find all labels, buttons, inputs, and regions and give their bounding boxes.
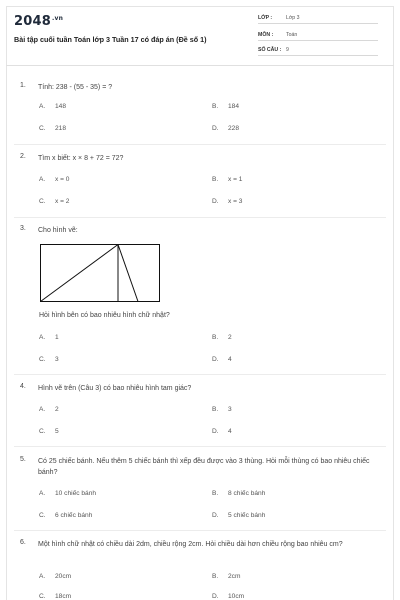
- option-text: 3: [228, 406, 232, 413]
- option-text: 10 chiếc bánh: [55, 490, 97, 497]
- option-letter: D.: [212, 593, 219, 600]
- option-text: 228: [228, 125, 240, 132]
- meta-count-label: SỐ CÂU :: [258, 47, 282, 53]
- option-letter: D.: [212, 428, 219, 435]
- meta-subject: [258, 30, 378, 41]
- question-text: Một hình chữ nhật có chiều dài 2dm, chiều rộng 2cm. Hỏi chiều dài hơn chiều rộng bao nhiêu cm?: [38, 541, 343, 548]
- option-text: 10cm: [228, 593, 245, 600]
- question-divider: [14, 144, 386, 145]
- option-text: 5 chiếc bánh: [228, 512, 266, 519]
- option-text: 6 chiếc bánh: [55, 512, 93, 519]
- question-number: 3.: [20, 225, 26, 232]
- question-text: Có 25 chiếc bánh. Nếu thêm 5 chiếc bánh thì xếp đều được vào 3 thùng. Hỏi mỗi thùng có bao nhiêu chiếc bánh?: [38, 458, 370, 476]
- meta-grade-value: Lớp 3: [286, 15, 300, 21]
- option-letter: D.: [212, 198, 219, 205]
- option-letter: C.: [39, 428, 46, 435]
- figure-diagonal-right: [118, 245, 138, 302]
- question-number: 1.: [20, 82, 26, 89]
- option-text: 4: [228, 356, 232, 363]
- option-text: 18cm: [55, 593, 72, 600]
- logo-suffix: .vn: [51, 14, 64, 22]
- option-letter: D.: [212, 125, 219, 132]
- meta-count-value: 9: [286, 47, 289, 53]
- option-letter: C.: [39, 125, 46, 132]
- option-text: x = 2: [55, 198, 70, 205]
- question-3-subtext: Hỏi hình bên có bao nhiêu hình chữ nhật?: [39, 312, 170, 319]
- option-letter: A.: [39, 103, 46, 110]
- figure-diagonal-left: [41, 245, 119, 302]
- meta-question-count: [258, 45, 378, 56]
- option-text: 3: [55, 356, 59, 363]
- option-text: x = 0: [55, 176, 70, 183]
- option-letter: D.: [212, 512, 219, 519]
- option-letter: B.: [212, 490, 219, 497]
- question-divider: [14, 374, 386, 375]
- question-number: 2.: [20, 153, 26, 160]
- rectangle-triangle-figure: [40, 244, 160, 302]
- option-letter: A.: [39, 406, 46, 413]
- option-text: 148: [55, 103, 67, 110]
- option-letter: B.: [212, 334, 219, 341]
- question-text: Hình vẽ trên (Câu 3) có bao nhiêu hình tam giác?: [38, 385, 192, 392]
- question-text: Tính: 238 - (55 - 35) = ?: [38, 84, 113, 91]
- option-letter: C.: [39, 356, 46, 363]
- question-divider: [14, 530, 386, 531]
- worksheet-page: [6, 6, 394, 600]
- page-title: Bài tập cuối tuần Toán lớp 3 Tuần 17 có đáp án (Đề số 1): [14, 35, 207, 44]
- option-text: 20cm: [55, 573, 72, 580]
- option-letter: B.: [212, 176, 219, 183]
- question-divider: [14, 217, 386, 218]
- header-divider: [6, 65, 394, 66]
- question-number: 6.: [20, 539, 26, 546]
- option-text: 4: [228, 428, 232, 435]
- option-letter: C.: [39, 512, 46, 519]
- option-letter: C.: [39, 198, 46, 205]
- site-logo[interactable]: [14, 14, 63, 29]
- figure-outer-rectangle: [41, 245, 160, 302]
- option-text: 218: [55, 125, 67, 132]
- logo-text: 2048: [14, 14, 51, 29]
- option-letter: A.: [39, 176, 46, 183]
- option-letter: B.: [212, 103, 219, 110]
- meta-subject-value: Toán: [286, 32, 298, 38]
- option-text: 5: [55, 428, 59, 435]
- option-letter: D.: [212, 356, 219, 363]
- option-text: 1: [55, 334, 59, 341]
- option-letter: A.: [39, 573, 46, 580]
- option-text: 184: [228, 103, 240, 110]
- option-text: x = 1: [228, 176, 243, 183]
- question-text: Tìm x biết: x × 8 + 72 = 72?: [38, 155, 124, 162]
- option-text: x = 3: [228, 198, 243, 205]
- option-text: 2: [228, 334, 232, 341]
- option-text: 8 chiếc bánh: [228, 490, 266, 497]
- option-letter: B.: [212, 573, 219, 580]
- option-text: 2: [55, 406, 59, 413]
- option-letter: A.: [39, 334, 46, 341]
- question-number: 5.: [20, 456, 26, 463]
- meta-grade-label: LỚP :: [258, 15, 273, 21]
- option-letter: C.: [39, 593, 46, 600]
- option-letter: B.: [212, 406, 219, 413]
- meta-grade: [258, 13, 378, 24]
- meta-subject-label: MÔN :: [258, 32, 274, 38]
- option-letter: A.: [39, 490, 46, 497]
- question-divider: [14, 446, 386, 447]
- question-text: Cho hình vẽ:: [38, 227, 78, 234]
- question-number: 4.: [20, 383, 26, 390]
- option-text: 2cm: [228, 573, 241, 580]
